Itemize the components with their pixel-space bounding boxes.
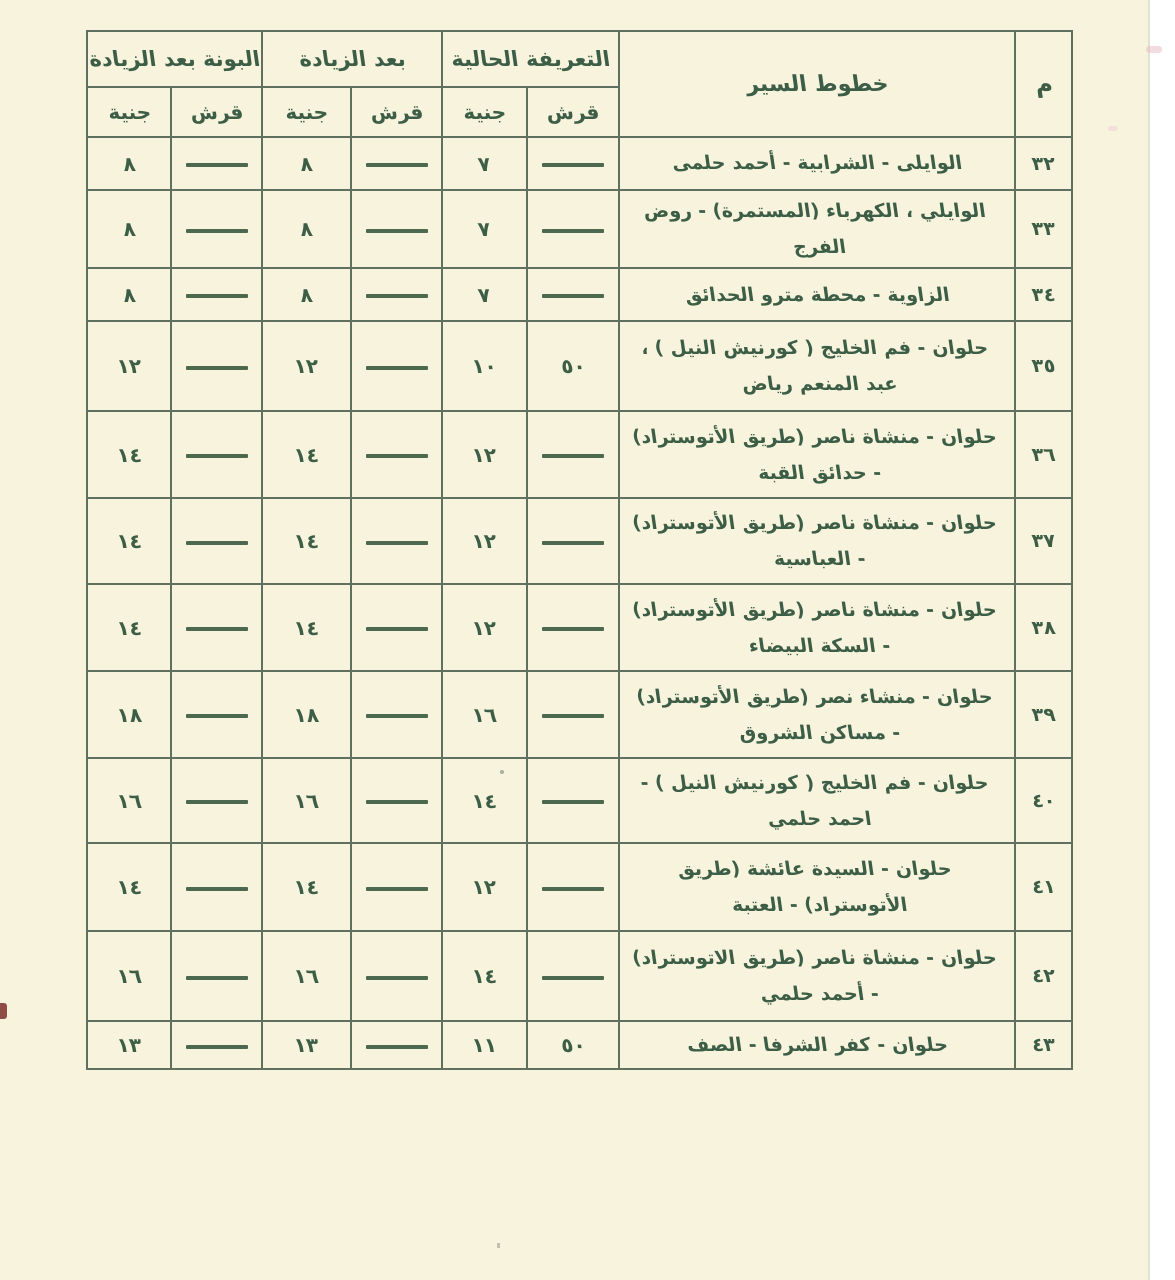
coupon-genih-cell xyxy=(87,268,171,321)
after-genih-cell xyxy=(262,671,351,758)
table-row xyxy=(87,1021,1072,1069)
coupon-qirsh-cell xyxy=(171,137,262,190)
row-number-cell xyxy=(1015,758,1072,843)
route-text: حلوان - منشاء نصر (طريق الأتوستراد) - مساكن الشروق xyxy=(634,685,995,744)
value: ٨ xyxy=(298,282,315,307)
after-qirsh-cell xyxy=(351,498,442,584)
current-genih-cell xyxy=(442,1021,527,1069)
coupon-genih-cell xyxy=(87,843,171,931)
route-text: حلوان - فم الخليج ( كورنيش النيل ) ، عبد المنعم رياض xyxy=(639,337,990,396)
table-row xyxy=(87,137,1072,190)
current-qirsh-cell xyxy=(527,671,619,758)
subheader-after-genih xyxy=(262,87,351,137)
after-genih-cell xyxy=(262,321,351,411)
after-qirsh-cell xyxy=(351,321,442,411)
col-header-serial xyxy=(1015,31,1072,137)
current-genih-cell xyxy=(442,190,527,268)
value xyxy=(366,800,428,804)
coupon-genih-cell xyxy=(87,1021,171,1069)
value: ١٦ xyxy=(470,702,499,727)
value xyxy=(366,887,428,891)
value xyxy=(366,976,428,980)
coupon-genih-cell xyxy=(87,758,171,843)
value xyxy=(186,800,248,804)
coupon-qirsh-cell xyxy=(171,584,262,671)
value xyxy=(366,454,428,458)
after-genih-cell xyxy=(262,843,351,931)
coupon-genih-cell xyxy=(87,411,171,498)
value: ٥٠ xyxy=(559,354,587,379)
value xyxy=(186,294,248,298)
current-genih-cell xyxy=(442,498,527,584)
route-cell xyxy=(619,137,1015,190)
table-row xyxy=(87,268,1072,321)
coupon-genih-cell xyxy=(87,137,171,190)
value: ٨ xyxy=(121,282,137,307)
after-genih-cell xyxy=(262,758,351,843)
scan-artifact-speck xyxy=(500,770,504,774)
after-genih-cell xyxy=(262,268,351,321)
current-qirsh-cell xyxy=(527,190,619,268)
value: ١٦ xyxy=(115,788,143,813)
table-row xyxy=(87,584,1072,671)
value: ١٤ xyxy=(115,529,143,554)
after-qirsh-cell xyxy=(351,671,442,758)
coupon-qirsh-cell xyxy=(171,843,262,931)
value xyxy=(542,454,604,458)
coupon-qirsh-cell xyxy=(171,671,262,758)
current-qirsh-cell xyxy=(527,137,619,190)
coupon-qirsh-cell xyxy=(171,1021,262,1069)
value: ٧ xyxy=(476,282,493,307)
after-qirsh-cell xyxy=(351,137,442,190)
route-text: الزاوية - محطة مترو الحدائق xyxy=(683,283,951,306)
value xyxy=(542,800,604,804)
row-number: ٣٧ xyxy=(1030,530,1057,553)
after-qirsh-cell xyxy=(351,931,442,1021)
row-number: ٣٦ xyxy=(1030,443,1057,466)
current-genih-cell xyxy=(442,671,527,758)
value: ١٣ xyxy=(115,1033,143,1058)
route-cell xyxy=(619,498,1015,584)
row-number: ٣٨ xyxy=(1030,616,1057,639)
current-genih-cell xyxy=(442,584,527,671)
table-row xyxy=(87,498,1072,584)
current-qirsh-cell xyxy=(527,268,619,321)
value: ٨ xyxy=(121,217,137,242)
route-cell xyxy=(619,584,1015,671)
subheader-current-qirsh xyxy=(527,87,619,137)
value: ١٤ xyxy=(292,615,321,640)
value xyxy=(542,294,604,298)
subheader-current-genih xyxy=(442,87,527,137)
value: ١٦ xyxy=(292,964,321,989)
after-qirsh-cell xyxy=(351,758,442,843)
after-genih-cell xyxy=(262,1021,351,1069)
value xyxy=(186,1045,248,1049)
value xyxy=(186,163,248,167)
table-row xyxy=(87,758,1072,843)
route-text: حلوان - فم الخليج ( كورنيش النيل ) - احمد حلمي xyxy=(639,771,990,830)
value: ١٢ xyxy=(470,875,499,900)
value: ١٨ xyxy=(115,702,143,727)
table-row xyxy=(87,190,1072,268)
route-text: حلوان - منشاة ناصر (طريق الأتوستراد) - العباسية xyxy=(630,512,999,571)
value xyxy=(186,714,248,718)
row-number-cell xyxy=(1015,268,1072,321)
value xyxy=(366,714,428,718)
coupon-qirsh-cell xyxy=(171,190,262,268)
route-cell xyxy=(619,843,1015,931)
value: ١٢ xyxy=(470,529,499,554)
row-number-cell xyxy=(1015,1021,1072,1069)
route-text: الوايلى - الشرابية - أحمد حلمى xyxy=(670,152,964,175)
value xyxy=(186,541,248,545)
value: ١١ xyxy=(470,1033,499,1058)
value: ١٤ xyxy=(292,875,321,900)
current-genih-cell xyxy=(442,321,527,411)
row-number-cell xyxy=(1015,931,1072,1021)
coupon-qirsh-cell xyxy=(171,268,262,321)
group-header-current-tariff xyxy=(442,31,619,87)
value: ١٤ xyxy=(115,615,143,640)
current-genih-cell xyxy=(442,758,527,843)
serial-header-label: م xyxy=(1032,70,1055,98)
current-genih-cell xyxy=(442,931,527,1021)
coupon-qirsh-cell xyxy=(171,758,262,843)
after-genih-cell xyxy=(262,137,351,190)
value xyxy=(366,229,428,233)
coupon-qirsh-cell xyxy=(171,321,262,411)
value xyxy=(542,163,604,167)
coupon-genih-cell xyxy=(87,498,171,584)
group-header-coupon-after-increase xyxy=(87,31,262,87)
value xyxy=(186,366,248,370)
row-number: ٣٤ xyxy=(1030,283,1057,306)
value: ١٤ xyxy=(292,442,321,467)
row-number: ٣٢ xyxy=(1030,152,1057,175)
route-cell xyxy=(619,190,1015,268)
route-cell xyxy=(619,1021,1015,1069)
table-row xyxy=(87,931,1072,1021)
coupon-genih-cell xyxy=(87,671,171,758)
current-qirsh-cell xyxy=(527,843,619,931)
genih-label: جنية xyxy=(105,100,153,124)
value: ١٦ xyxy=(292,788,321,813)
route-text: حلوان - كفر الشرفا - الصف xyxy=(685,1034,949,1057)
genih-label: جنية xyxy=(283,100,330,124)
value xyxy=(542,541,604,545)
current-genih-cell xyxy=(442,268,527,321)
value xyxy=(366,163,428,167)
value: ٨ xyxy=(298,151,315,176)
scan-artifact-red-mark xyxy=(0,1003,7,1019)
current-qirsh-cell xyxy=(527,498,619,584)
coupon-qirsh-cell xyxy=(171,411,262,498)
value: ٧ xyxy=(476,217,493,242)
qirsh-label: قرش xyxy=(368,100,425,124)
value: ١٤ xyxy=(115,442,143,467)
route-text: حلوان - منشاة ناصر (طريق الاتوستراد) - أحمد حلمي xyxy=(630,947,999,1006)
row-number-cell xyxy=(1015,321,1072,411)
value xyxy=(186,627,248,631)
route-cell xyxy=(619,268,1015,321)
route-cell xyxy=(619,671,1015,758)
after-genih-cell xyxy=(262,931,351,1021)
current-qirsh-cell xyxy=(527,584,619,671)
table-row xyxy=(87,843,1072,931)
value xyxy=(366,541,428,545)
value xyxy=(186,454,248,458)
genih-label: جنية xyxy=(461,100,508,124)
route-text: حلوان - السيدة عائشة (طريق الأتوستراد) - العتبة xyxy=(675,858,954,917)
after-genih-cell xyxy=(262,411,351,498)
current-qirsh-cell xyxy=(527,1021,619,1069)
value: ٥٠ xyxy=(559,1033,587,1058)
route-cell xyxy=(619,321,1015,411)
value: ١٣ xyxy=(292,1033,321,1058)
row-number: ٤٠ xyxy=(1030,789,1057,812)
row-number-cell xyxy=(1015,411,1072,498)
value xyxy=(366,294,428,298)
col-header-routes xyxy=(619,31,1015,137)
route-cell xyxy=(619,758,1015,843)
table-row xyxy=(87,321,1072,411)
value: ١٢ xyxy=(470,615,499,640)
route-text: الوايلي ، الكهرباء (المستمرة) - روض الفرج xyxy=(641,200,988,259)
row-number-cell xyxy=(1015,671,1072,758)
group-header-after-increase xyxy=(262,31,442,87)
scan-artifact-pink-smudge xyxy=(1146,46,1162,53)
row-number: ٤٢ xyxy=(1030,965,1057,988)
value xyxy=(542,887,604,891)
route-text: حلوان - منشاة ناصر (طريق الأتوستراد) - حدائق القبة xyxy=(630,425,999,484)
value xyxy=(542,976,604,980)
after-qirsh-cell xyxy=(351,411,442,498)
value: ١٤ xyxy=(470,788,499,813)
value: ٨ xyxy=(121,151,137,176)
value: ١٦ xyxy=(115,964,143,989)
current-qirsh-cell xyxy=(527,758,619,843)
scanner-background-strip xyxy=(1148,0,1175,1280)
qirsh-label: قرش xyxy=(544,100,602,124)
value xyxy=(186,976,248,980)
coupon-genih-cell xyxy=(87,321,171,411)
after-genih-cell xyxy=(262,190,351,268)
row-number: ٣٥ xyxy=(1030,355,1057,378)
coupon-qirsh-cell xyxy=(171,931,262,1021)
row-number-cell xyxy=(1015,843,1072,931)
after-qirsh-cell xyxy=(351,268,442,321)
row-number: ٣٣ xyxy=(1030,218,1057,241)
value xyxy=(542,229,604,233)
coupon-after-increase-label: البونة بعد الزيادة xyxy=(87,47,262,71)
after-qirsh-cell xyxy=(351,1021,442,1069)
current-qirsh-cell xyxy=(527,411,619,498)
value xyxy=(542,714,604,718)
row-number-cell xyxy=(1015,584,1072,671)
fare-table xyxy=(86,30,1073,1070)
current-genih-cell xyxy=(442,137,527,190)
after-genih-cell xyxy=(262,584,351,671)
coupon-genih-cell xyxy=(87,584,171,671)
row-number-cell xyxy=(1015,498,1072,584)
after-qirsh-cell xyxy=(351,584,442,671)
coupon-qirsh-cell xyxy=(171,498,262,584)
coupon-genih-cell xyxy=(87,190,171,268)
row-number: ٤١ xyxy=(1030,876,1057,899)
scan-artifact-speck xyxy=(497,1243,500,1248)
table-row xyxy=(87,411,1072,498)
value: ١٠ xyxy=(470,354,499,379)
row-number-cell xyxy=(1015,137,1072,190)
value: ١٢ xyxy=(292,354,321,379)
after-increase-label: بعد الزيادة xyxy=(297,47,407,71)
after-qirsh-cell xyxy=(351,190,442,268)
value: ١٤ xyxy=(470,964,499,989)
routes-header-label: خطوط السير xyxy=(744,71,890,97)
route-text: حلوان - منشاة ناصر (طريق الأتوستراد) - السكة البيضاء xyxy=(630,598,999,657)
value: ١٢ xyxy=(115,354,143,379)
after-qirsh-cell xyxy=(351,843,442,931)
value: ١٤ xyxy=(292,529,321,554)
after-genih-cell xyxy=(262,498,351,584)
route-cell xyxy=(619,931,1015,1021)
subheader-after-qirsh xyxy=(351,87,442,137)
value xyxy=(366,366,428,370)
value: ١٨ xyxy=(292,702,321,727)
value xyxy=(186,887,248,891)
route-cell xyxy=(619,411,1015,498)
current-qirsh-cell xyxy=(527,321,619,411)
coupon-genih-cell xyxy=(87,931,171,1021)
value: ٧ xyxy=(476,151,493,176)
subheader-coupon-qirsh xyxy=(171,87,262,137)
value xyxy=(366,627,428,631)
row-number: ٣٩ xyxy=(1030,703,1057,726)
value xyxy=(366,1045,428,1049)
row-number-cell xyxy=(1015,190,1072,268)
value: ١٢ xyxy=(470,442,499,467)
value xyxy=(186,229,248,233)
qirsh-label: قرش xyxy=(188,100,245,124)
value xyxy=(542,627,604,631)
value: ١٤ xyxy=(115,875,143,900)
current-tariff-label: التعريفة الحالية xyxy=(449,47,612,71)
current-genih-cell xyxy=(442,411,527,498)
subheader-coupon-genih xyxy=(87,87,171,137)
row-number: ٤٣ xyxy=(1030,1034,1057,1057)
current-genih-cell xyxy=(442,843,527,931)
scan-artifact-pink-smudge xyxy=(1108,126,1118,131)
current-qirsh-cell xyxy=(527,931,619,1021)
table-row xyxy=(87,671,1072,758)
value: ٨ xyxy=(298,217,315,242)
